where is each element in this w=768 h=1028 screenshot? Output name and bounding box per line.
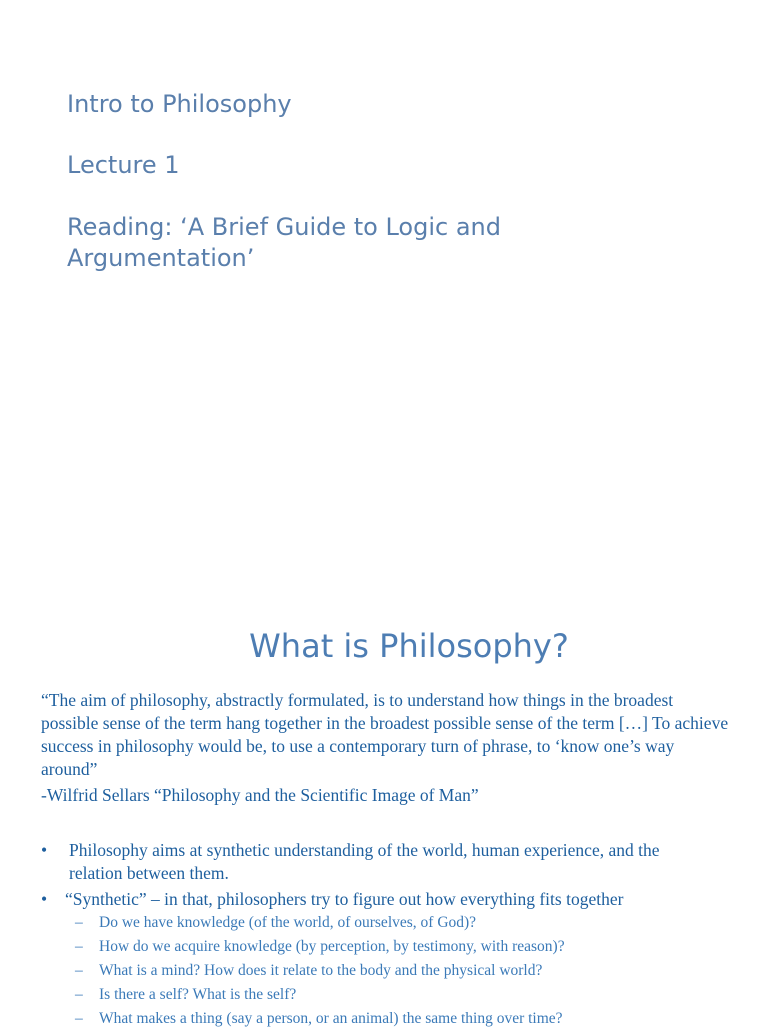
dash-icon: – [75, 1010, 83, 1027]
sub-bullet-text: What makes a thing (say a person, or an animal) the same thing over time? [99, 1010, 563, 1027]
sellars-quote: “The aim of philosophy, abstractly formulated, is to understand how things in the broadest possible sense of the term hang together in the broadest possible sense of the term […] To achieve success in philosophy would be, to use a contemporary turn of phrase, to ‘know one’s way around” [41, 690, 729, 779]
bullet-text: “Synthetic” – in that, philosophers try to figure out how everything fits together [65, 889, 624, 909]
sub-bullet-text: Do we have knowledge (of the world, of ourselves, of God)? [99, 914, 477, 931]
bullet-text: Philosophy aims at synthetic understanding of the world, human experience, and the relation between them. [69, 840, 660, 883]
sub-bullet-text: What is a mind? How does it relate to the body and the physical world? [99, 962, 543, 979]
lecture-number: Lecture 1 [67, 151, 180, 179]
course-title: Intro to Philosophy [67, 90, 292, 118]
sub-bullet-item [75, 986, 296, 1004]
dash-icon: – [75, 938, 83, 955]
sub-bullet-item [75, 938, 565, 956]
sub-bullet-item [75, 962, 542, 980]
sub-bullet-item [75, 914, 476, 932]
dash-icon: – [75, 914, 83, 931]
reading-line-2: Argumentation’ [67, 244, 255, 272]
dash-icon: – [75, 986, 83, 1003]
dash-icon: – [75, 962, 83, 979]
quote-attribution: -Wilfrid Sellars “Philosophy and the Scientific Image of Man” [41, 785, 479, 805]
sub-bullet-text: How do we acquire knowledge (by perception, by testimony, with reason)? [99, 938, 565, 955]
bullet-icon: • [41, 889, 48, 909]
bullet-item [41, 888, 741, 911]
sub-bullet-item [75, 1010, 563, 1028]
reading-line-1: Reading: ‘A Brief Guide to Logic and [67, 213, 501, 241]
slide-heading: What is Philosophy? [249, 627, 569, 665]
bullet-item [41, 839, 701, 885]
sub-bullet-text: Is there a self? What is the self? [99, 986, 297, 1003]
bullet-icon: • [41, 840, 48, 860]
